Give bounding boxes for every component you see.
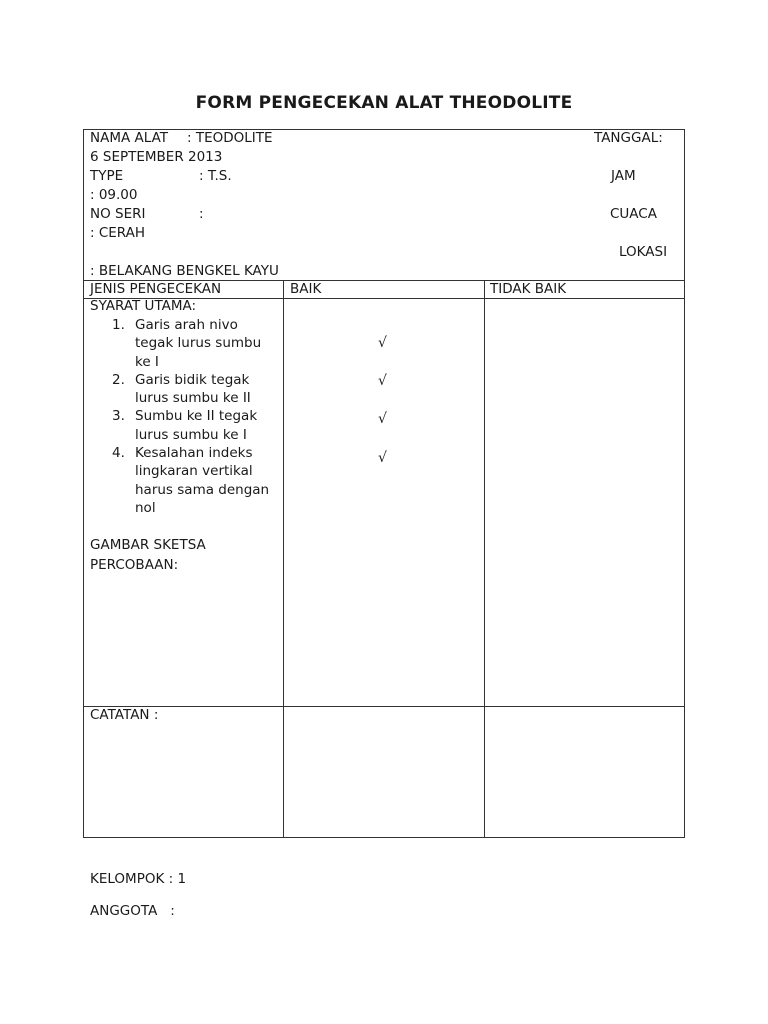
header-jenis-pengecekan: JENIS PENGECEKAN: [90, 281, 222, 297]
syarat-list: [90, 316, 325, 517]
catatan-label: CATATAN :: [90, 707, 159, 723]
list-item: [112, 444, 325, 517]
no-seri-label: NO SERI: [90, 206, 146, 222]
check-mark-2: √: [378, 373, 387, 389]
list-item: [112, 407, 325, 444]
header-tidak-baik: TIDAK BAIK: [490, 281, 567, 297]
jam-value: : 09.00: [90, 187, 138, 203]
list-item-line: Kesalahan indeks: [135, 445, 253, 462]
list-item: [112, 316, 325, 371]
list-item-number: 3.: [112, 408, 125, 425]
list-item-line: lurus sumbu ke II: [135, 390, 251, 407]
list-item-line: Garis arah nivo: [135, 317, 238, 333]
check-mark-4: √: [378, 450, 387, 466]
check-mark-1: √: [378, 335, 387, 351]
list-item-number: 1.: [112, 317, 125, 333]
lokasi-value: : BELAKANG BENGKEL KAYU: [90, 263, 279, 279]
list-item-number: 4.: [112, 445, 125, 462]
list-item-line: tegak lurus sumbu: [135, 335, 262, 352]
anggota-text: ANGGOTA :: [90, 903, 175, 919]
table-top-border: [83, 129, 685, 130]
list-item-line: ke I: [135, 353, 159, 370]
tanggal-label: TANGGAL:: [594, 130, 663, 146]
table-left-border: [83, 129, 84, 838]
syarat-utama-label: SYARAT UTAMA:: [90, 298, 197, 314]
check-mark-3: √: [378, 411, 387, 427]
percobaan-label: PERCOBAAN:: [90, 557, 179, 573]
list-item: [112, 371, 325, 408]
nama-alat-value: : TEODOLITE: [187, 130, 273, 146]
jam-label: JAM: [611, 168, 636, 184]
list-item-line: Sumbu ke II tegak: [135, 408, 258, 425]
cuaca-value: : CERAH: [90, 225, 146, 241]
list-item-line: lingkaran vertikal: [135, 463, 253, 480]
no-seri-value: :: [199, 206, 204, 222]
lokasi-label: LOKASI: [619, 244, 668, 260]
type-value: : T.S.: [199, 168, 232, 184]
cuaca-label: CUACA: [610, 206, 657, 222]
list-item-line: nol: [135, 499, 156, 516]
kelompok-text: KELOMPOK : 1: [90, 871, 187, 887]
list-item-line: Garis bidik tegak: [135, 371, 250, 388]
header-baik: BAIK: [290, 281, 322, 297]
tanggal-value: 6 SEPTEMBER 2013: [90, 149, 223, 165]
table-right-border: [684, 129, 685, 838]
list-item-line: lurus sumbu ke I: [135, 426, 247, 443]
list-item-number: 2.: [112, 371, 125, 388]
nama-alat-label: NAMA ALAT: [90, 130, 169, 146]
form-title: FORM PENGECEKAN ALAT THEODOLITE: [195, 93, 573, 113]
gambar-sketsa-label: GAMBAR SKETSA: [90, 537, 206, 553]
list-item-line: harus sama dengan: [135, 481, 270, 498]
column-divider-2: [484, 280, 485, 838]
table-bottom-border: [83, 837, 685, 838]
type-label: TYPE: [90, 168, 124, 184]
catatan-top-border: [83, 706, 685, 707]
